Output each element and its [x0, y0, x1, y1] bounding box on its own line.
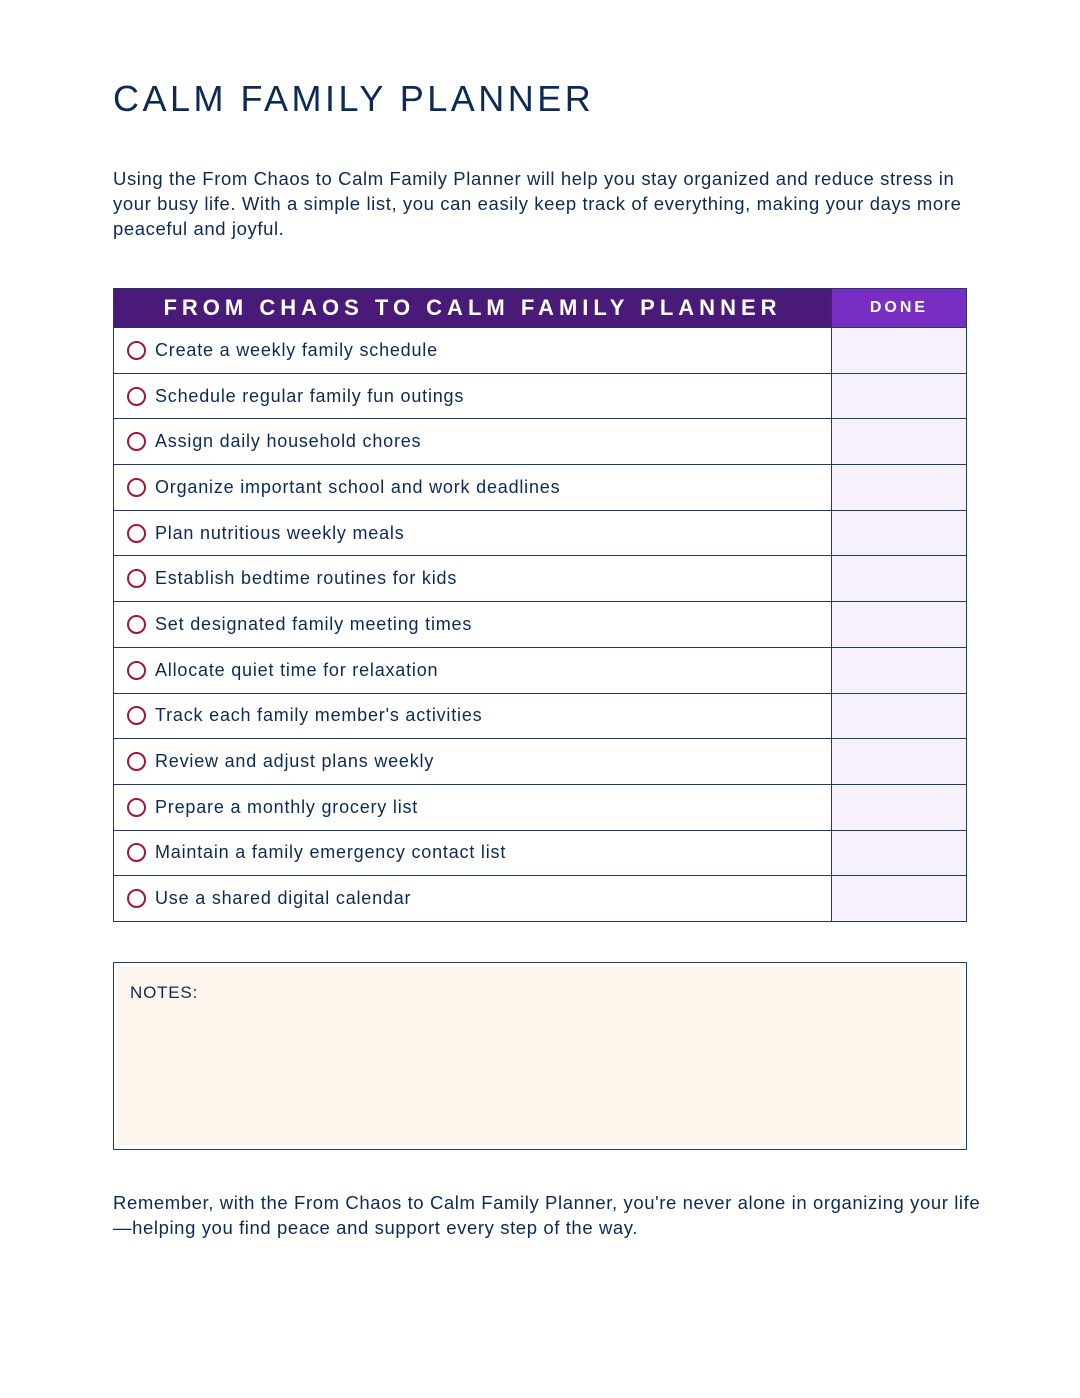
task-label: Track each family member's activities — [155, 705, 483, 726]
done-cell[interactable] — [831, 739, 966, 784]
task-cell — [114, 465, 831, 510]
task-cell — [114, 328, 831, 373]
task-cell — [114, 785, 831, 830]
table-row — [114, 373, 966, 419]
table-row — [114, 784, 966, 830]
table-row — [114, 464, 966, 510]
table-row — [114, 830, 966, 876]
table-row — [114, 693, 966, 739]
done-cell[interactable] — [831, 785, 966, 830]
task-label: Organize important school and work deadlines — [155, 476, 561, 497]
circle-checkbox-icon[interactable] — [127, 569, 146, 588]
table-row — [114, 738, 966, 784]
table-row — [114, 510, 966, 556]
task-cell — [114, 556, 831, 601]
task-label: Set designated family meeting times — [155, 613, 473, 634]
task-cell — [114, 831, 831, 876]
task-cell — [114, 419, 831, 464]
page-title: CALM FAMILY PLANNER — [113, 78, 595, 119]
circle-checkbox-icon[interactable] — [127, 524, 146, 543]
table-row — [114, 555, 966, 601]
table-header — [114, 289, 966, 327]
task-cell — [114, 602, 831, 647]
notes-area[interactable] — [118, 967, 962, 1145]
task-cell — [114, 511, 831, 556]
task-label: Create a weekly family schedule — [155, 339, 438, 360]
circle-checkbox-icon[interactable] — [127, 889, 146, 908]
table-row — [114, 875, 966, 921]
done-cell[interactable] — [831, 831, 966, 876]
notes-label: NOTES: — [130, 983, 199, 1002]
circle-checkbox-icon[interactable] — [127, 752, 146, 771]
task-cell — [114, 648, 831, 693]
intro-paragraph: Using the From Chaos to Calm Family Planner will help you stay organized and reduce stress in your busy life. With a simple list, you can easily keep track of everything, making your days more peaceful and joyful. — [113, 168, 962, 239]
task-cell — [114, 694, 831, 739]
footer-paragraph: Remember, with the From Chaos to Calm Family Planner, you're never alone in organizing your life—helping you find peace and support every step of the way. — [113, 1192, 981, 1238]
task-label: Allocate quiet time for relaxation — [155, 659, 439, 680]
done-cell[interactable] — [831, 465, 966, 510]
planner-table — [113, 288, 967, 922]
circle-checkbox-icon[interactable] — [127, 478, 146, 497]
circle-checkbox-icon[interactable] — [127, 706, 146, 725]
table-row — [114, 327, 966, 373]
task-cell — [114, 876, 831, 921]
circle-checkbox-icon[interactable] — [127, 843, 146, 862]
table-title: FROM CHAOS TO CALM FAMILY PLANNER — [114, 289, 831, 327]
task-cell — [114, 374, 831, 419]
done-cell[interactable] — [831, 602, 966, 647]
done-cell[interactable] — [831, 876, 966, 921]
circle-checkbox-icon[interactable] — [127, 387, 146, 406]
task-label: Maintain a family emergency contact list — [155, 842, 507, 863]
done-cell[interactable] — [831, 556, 966, 601]
notes-box[interactable] — [113, 962, 967, 1150]
task-label: Establish bedtime routines for kids — [155, 568, 458, 589]
circle-checkbox-icon[interactable] — [127, 661, 146, 680]
task-label: Schedule regular family fun outings — [155, 385, 465, 406]
table-row — [114, 601, 966, 647]
circle-checkbox-icon[interactable] — [127, 341, 146, 360]
task-label: Prepare a monthly grocery list — [155, 796, 419, 817]
done-cell[interactable] — [831, 511, 966, 556]
task-rows — [114, 327, 966, 921]
circle-checkbox-icon[interactable] — [127, 615, 146, 634]
circle-checkbox-icon[interactable] — [127, 798, 146, 817]
done-cell[interactable] — [831, 419, 966, 464]
table-row — [114, 647, 966, 693]
done-cell[interactable] — [831, 694, 966, 739]
task-label: Review and adjust plans weekly — [155, 751, 435, 772]
table-row — [114, 418, 966, 464]
task-cell — [114, 739, 831, 784]
circle-checkbox-icon[interactable] — [127, 432, 146, 451]
done-cell[interactable] — [831, 328, 966, 373]
task-label: Use a shared digital calendar — [155, 888, 412, 909]
done-column-header: DONE — [831, 289, 966, 327]
task-label: Plan nutritious weekly meals — [155, 522, 405, 543]
task-label: Assign daily household chores — [155, 431, 422, 452]
done-cell[interactable] — [831, 374, 966, 419]
done-cell[interactable] — [831, 648, 966, 693]
